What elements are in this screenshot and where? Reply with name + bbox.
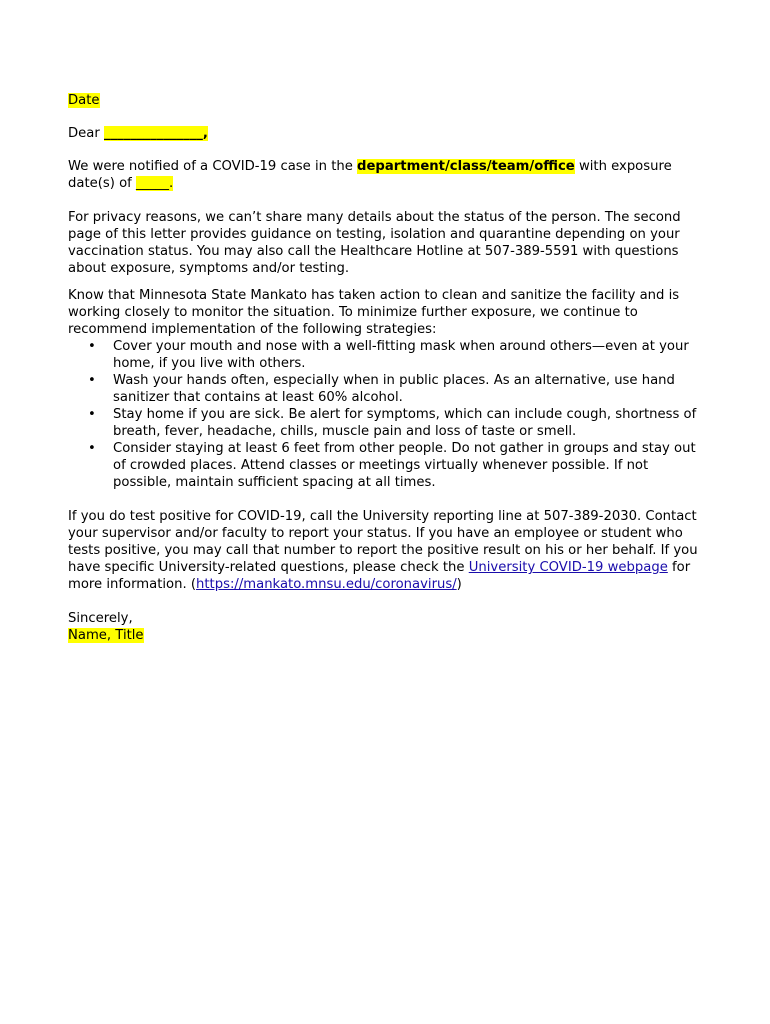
department-placeholder: department/class/team/office [357, 159, 575, 174]
notification-text: We were notified of a COVID-19 case in the [68, 159, 358, 174]
signature-line [68, 627, 708, 644]
list-item [68, 338, 708, 372]
list-item [68, 372, 708, 406]
paragraph-notification [68, 158, 708, 192]
coronavirus-url-link[interactable]: https://mankato.mnsu.edu/coronavirus/ [196, 577, 457, 592]
reporting-text: If you do test positive for COVID-19, call the University reporting line at 507-389-2030. Contact your supervisor and/or faculty to report your status. If you have an employee or student who tests positive, you may call that number to report the positive result on his or her behalf. If you have specific University-related questions, please check the [68, 509, 698, 575]
signature-placeholder: Name, Title [68, 628, 144, 643]
date-line [68, 92, 708, 109]
bullet-icon: • [88, 441, 96, 456]
bullet-icon: • [88, 373, 96, 388]
closing: Sincerely, [68, 611, 133, 626]
salutation [68, 125, 708, 142]
letter-body [68, 92, 708, 644]
paragraph-actions: Know that Minnesota State Mankato has taken action to clean and sanitize the facility and is working closely to monitor the situation. To minimize further exposure, we continue to recommend implementation of the following strategies: [68, 288, 680, 337]
covid-webpage-link[interactable]: University COVID-19 webpage [468, 560, 668, 575]
salutation-prefix: Dear [68, 126, 104, 141]
exposure-date-blank: _____. [136, 176, 174, 191]
paragraph-reporting [68, 508, 708, 593]
bullet-icon: • [88, 407, 96, 422]
strategy-list [68, 338, 708, 491]
list-item [68, 406, 708, 440]
bullet-icon: • [88, 339, 96, 354]
list-item-text: Cover your mouth and nose with a well-fitting mask when around others—even at your home, if you live with others. [113, 339, 689, 371]
reporting-text-end: ) [456, 577, 462, 592]
paragraph-privacy: For privacy reasons, we can’t share many details about the status of the person. The second page of this letter provides guidance on testing, isolation and quarantine depending on your vaccination status. You may also call the Healthcare Hotline at 507-389-5591 with questions about exposure, symptoms and/or testing. [68, 210, 681, 276]
date-placeholder: Date [68, 93, 100, 108]
list-item-text: Consider staying at least 6 feet from other people. Do not gather in groups and stay out of crowded places. Attend classes or meetings virtually whenever possible. If not possible, maintain sufficient spacing at all times. [113, 441, 696, 490]
list-item-text: Stay home if you are sick. Be alert for symptoms, which can include cough, shortness of breath, fever, headache, chills, muscle pain and loss of taste or smell. [113, 407, 697, 439]
reporting-text-cont: for more information. ( [68, 560, 691, 592]
notification-text-cont: with exposure date(s) of [68, 159, 672, 191]
list-item [68, 440, 708, 491]
list-item-text: Wash your hands often, especially when in public places. As an alternative, use hand sanitizer that contains at least 60% alcohol. [113, 373, 675, 405]
recipient-blank: _______________, [103, 126, 208, 141]
